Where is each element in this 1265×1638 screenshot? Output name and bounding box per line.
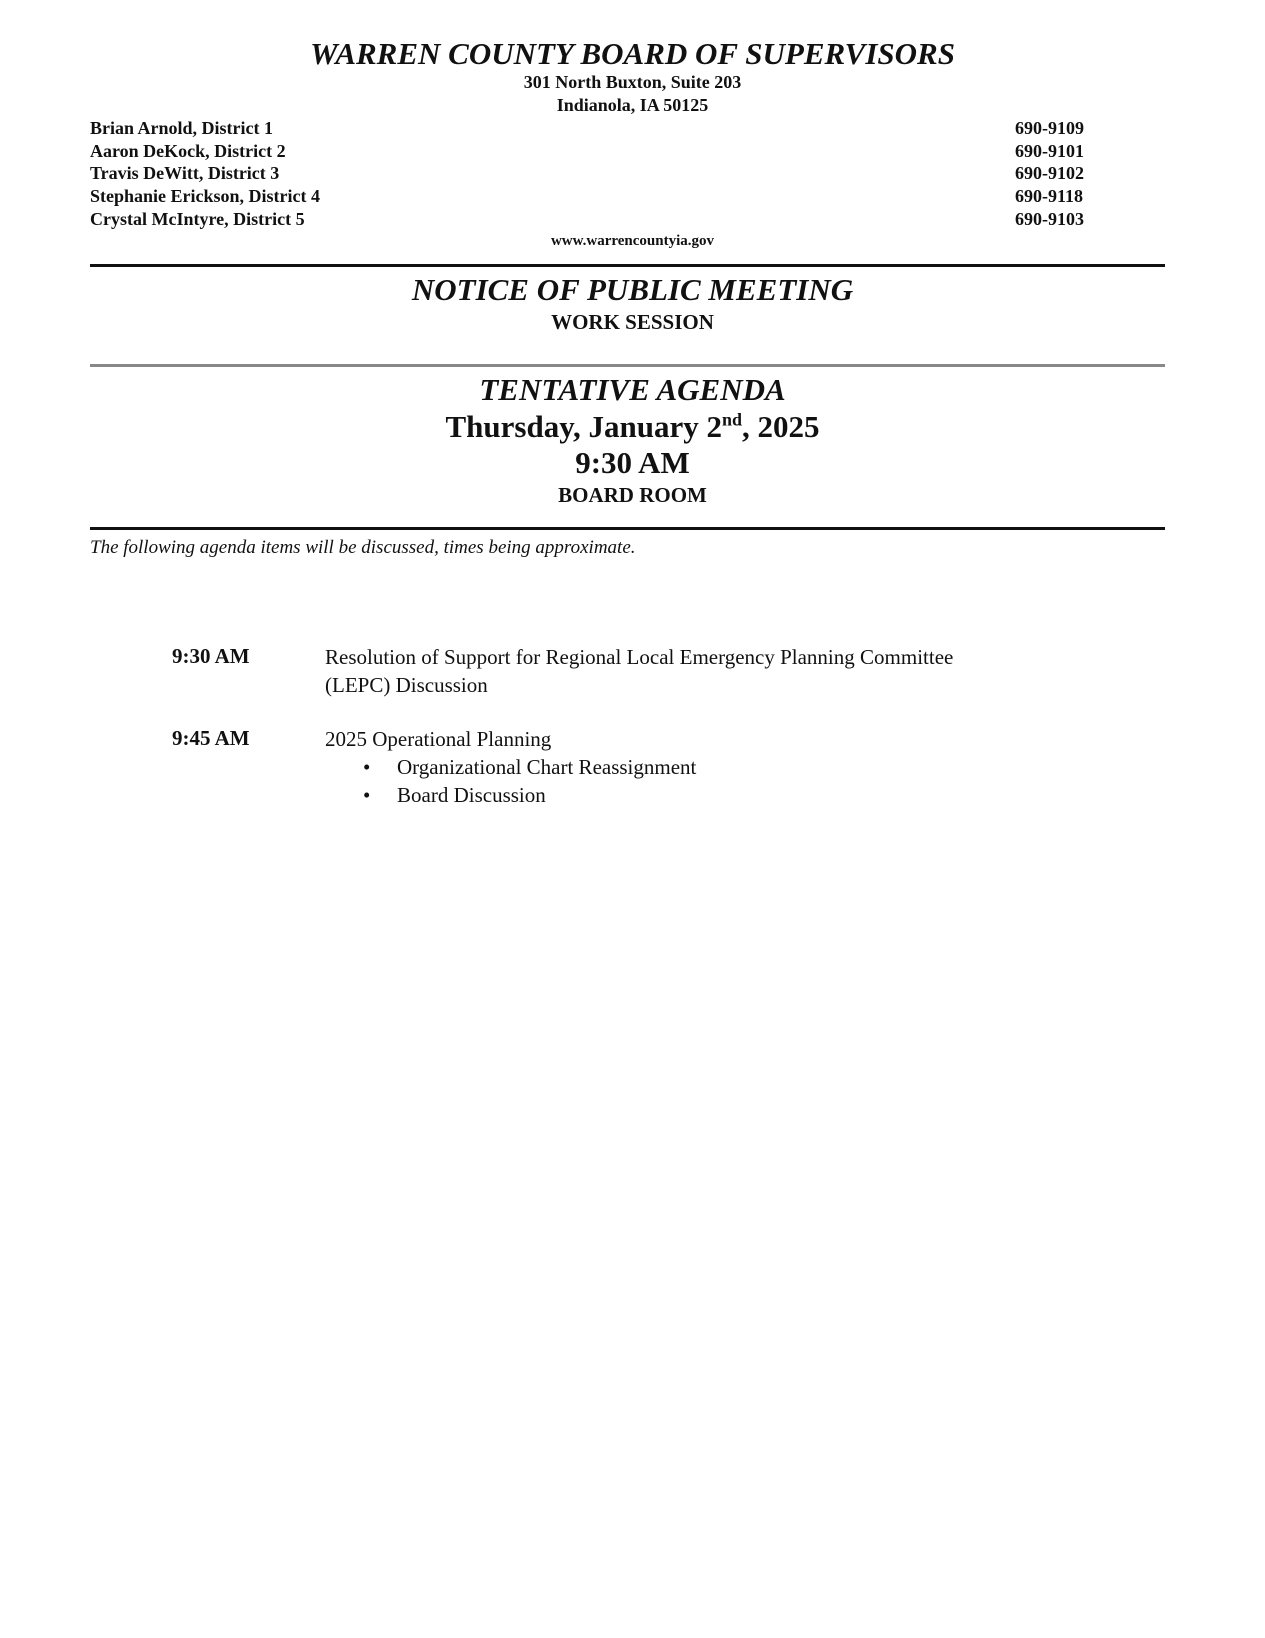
- member-name: Aaron DeKock, District 2: [90, 141, 286, 161]
- address-line-1: 301 North Buxton, Suite 203: [523, 72, 742, 92]
- agenda-title: TENTATIVE AGENDA: [479, 372, 786, 407]
- divider: [90, 264, 1165, 267]
- notice-title: NOTICE OF PUBLIC MEETING: [411, 272, 854, 307]
- agenda-item-text: 2025 Operational Planning: [325, 727, 552, 751]
- member-phone: 690-9109: [1015, 118, 1084, 138]
- agenda-time: 9:30 AM: [172, 644, 250, 668]
- agenda-time: 9:45 AM: [172, 726, 250, 750]
- address-line-2: Indianola, IA 50125: [556, 95, 709, 115]
- meeting-date: [0, 409, 1265, 445]
- agenda-subitem: Board Discussion: [397, 783, 546, 807]
- member-name: Brian Arnold, District 1: [90, 118, 273, 138]
- member-phone: 690-9101: [1015, 141, 1084, 161]
- date-year: , 2025: [742, 409, 820, 444]
- meeting-time: 9:30 AM: [575, 445, 690, 480]
- date-ordinal: nd: [721, 409, 743, 430]
- member-phone: 690-9102: [1015, 163, 1084, 183]
- member-phone: 690-9103: [1015, 209, 1084, 229]
- bullet-icon: •: [363, 783, 371, 807]
- board-title: WARREN COUNTY BOARD OF SUPERVISORS: [310, 36, 955, 71]
- date-text: Thursday, January 2: [445, 409, 722, 444]
- agenda-item-text: (LEPC) Discussion: [325, 673, 488, 697]
- notice-subtitle: WORK SESSION: [551, 310, 714, 334]
- agenda-item-text: Resolution of Support for Regional Local Emergency Planning Committee: [325, 645, 954, 669]
- member-name: Stephanie Erickson, District 4: [90, 186, 321, 206]
- bullet-icon: •: [363, 755, 371, 779]
- agenda-subitem: Organizational Chart Reassignment: [397, 755, 697, 779]
- meeting-location: BOARD ROOM: [558, 483, 707, 507]
- website-link[interactable]: www.warrencountyia.gov: [550, 233, 715, 249]
- member-phone: 690-9118: [1015, 186, 1084, 206]
- member-name: Travis DeWitt, District 3: [90, 163, 280, 183]
- member-name: Crystal McIntyre, District 5: [90, 209, 305, 229]
- divider: [90, 364, 1165, 367]
- agenda-item: [325, 643, 1085, 699]
- agenda-note: The following agenda items will be discussed, times being approximate.: [90, 537, 636, 558]
- divider: [90, 527, 1165, 530]
